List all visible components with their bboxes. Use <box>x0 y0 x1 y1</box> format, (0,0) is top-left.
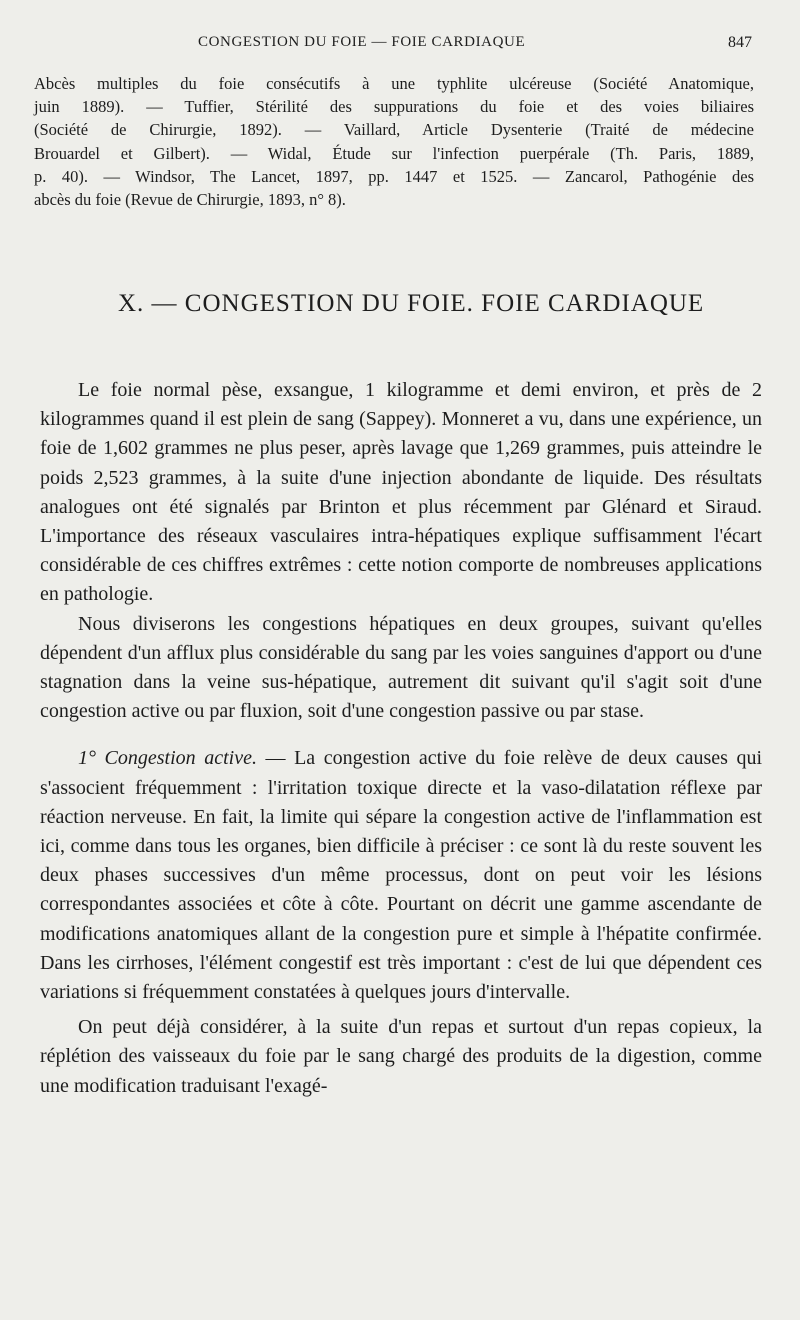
paragraph: Nous diviserons les congestions hépatiques en deux groupes, suivant qu'elles dépendent d'un afflux plus considérable du sang par les voies sanguines d'apport ou d'une stagnation dans la veine sus-hépatique, autrement dit suivant qu'il s'agit soit d'une congestion active ou par fluxion, soit d'une congestion passive ou par stase. <box>40 612 762 723</box>
subsection-heading: 1° Congestion active. <box>78 747 257 770</box>
paragraph-text: — La congestion active du foie relève de deux causes qui s'associent fréquemment : l'irritation toxique directe et la vaso-dilatation réflexe par réaction nerveuse. En fait, la limite qui sépare la congestion active de l'inflammation est ici, comme dans tous les organes, bien difficile à préciser : ce sont là du reste souvent les deux phases successives d'un même processus, dont on peut voir les lésions correspondantes associées et côte à côte. Pourtant on décrit une gamme ascendante de modifications anatomiques allant de la congestion pure et simple à l'hépatite confirmée. Dans les cirrhoses, l'élément congestif est très important : c'est de lui que dépendent ces variations si fréquemment constatées à quelques jours d'intervalle. <box>40 747 763 1004</box>
paragraph <box>40 744 762 1007</box>
reference-line: abcès du foie (Revue de Chirurgie, 1893, n° 8). <box>34 190 346 210</box>
reference-line: p. 40). — Windsor, The Lancet, 1897, pp. 1447 et 1525. — Zancarol, Pathogénie des <box>34 166 754 186</box>
section-title: X. — CONGESTION DU FOIE. FOIE CARDIAQUE <box>118 290 705 317</box>
reference-line: (Société de Chirurgie, 1892). — Vaillard, Article Dysenterie (Traité de médecine <box>34 120 754 140</box>
page-number: 847 <box>728 34 752 51</box>
paragraph: On peut déjà considérer, à la suite d'un repas et surtout d'un repas copieux, la réplétion des vaisseaux du foie par le sang chargé des produits de la digestion, comme une modification traduisant l'exagé- <box>40 1016 762 1097</box>
reference-line: Brouardel et Gilbert). — Widal, Étude sur l'infection puerpérale (Th. Paris, 1889, <box>34 143 754 163</box>
reference-line: juin 1889). — Tuffier, Stérilité des suppurations du foie et des voies biliaires <box>34 97 754 117</box>
running-head-title: CONGESTION DU FOIE — FOIE CARDIAQUE <box>198 34 526 50</box>
running-head <box>0 34 800 58</box>
reference-line: Abcès multiples du foie consécutifs à une typhlite ulcéreuse (Société Anatomique, <box>34 74 754 93</box>
paragraph: Le foie normal pèse, exsangue, 1 kilogramme et demi environ, et près de 2 kilogrammes quand il est plein de sang (Sappey). Monneret a vu, dans une expérience, un foie de 1,602 grammes ne plus peser, après lavage que 1,269 grammes, puis atteindre le poids 2,523 grammes, à la suite d'une injection abondante de liquide. Des résultats analogues ont été signalés par Brinton et plus récemment par Glénard et Siraud. L'importance des réseaux vasculaires intra-hépatiques explique suffisamment l'écart considérable de ces chiffres extrêmes : cette notion comporte de nombreuses applications en pathologie. <box>40 379 762 606</box>
bibliography-references <box>34 72 754 211</box>
body-text <box>40 376 762 1101</box>
